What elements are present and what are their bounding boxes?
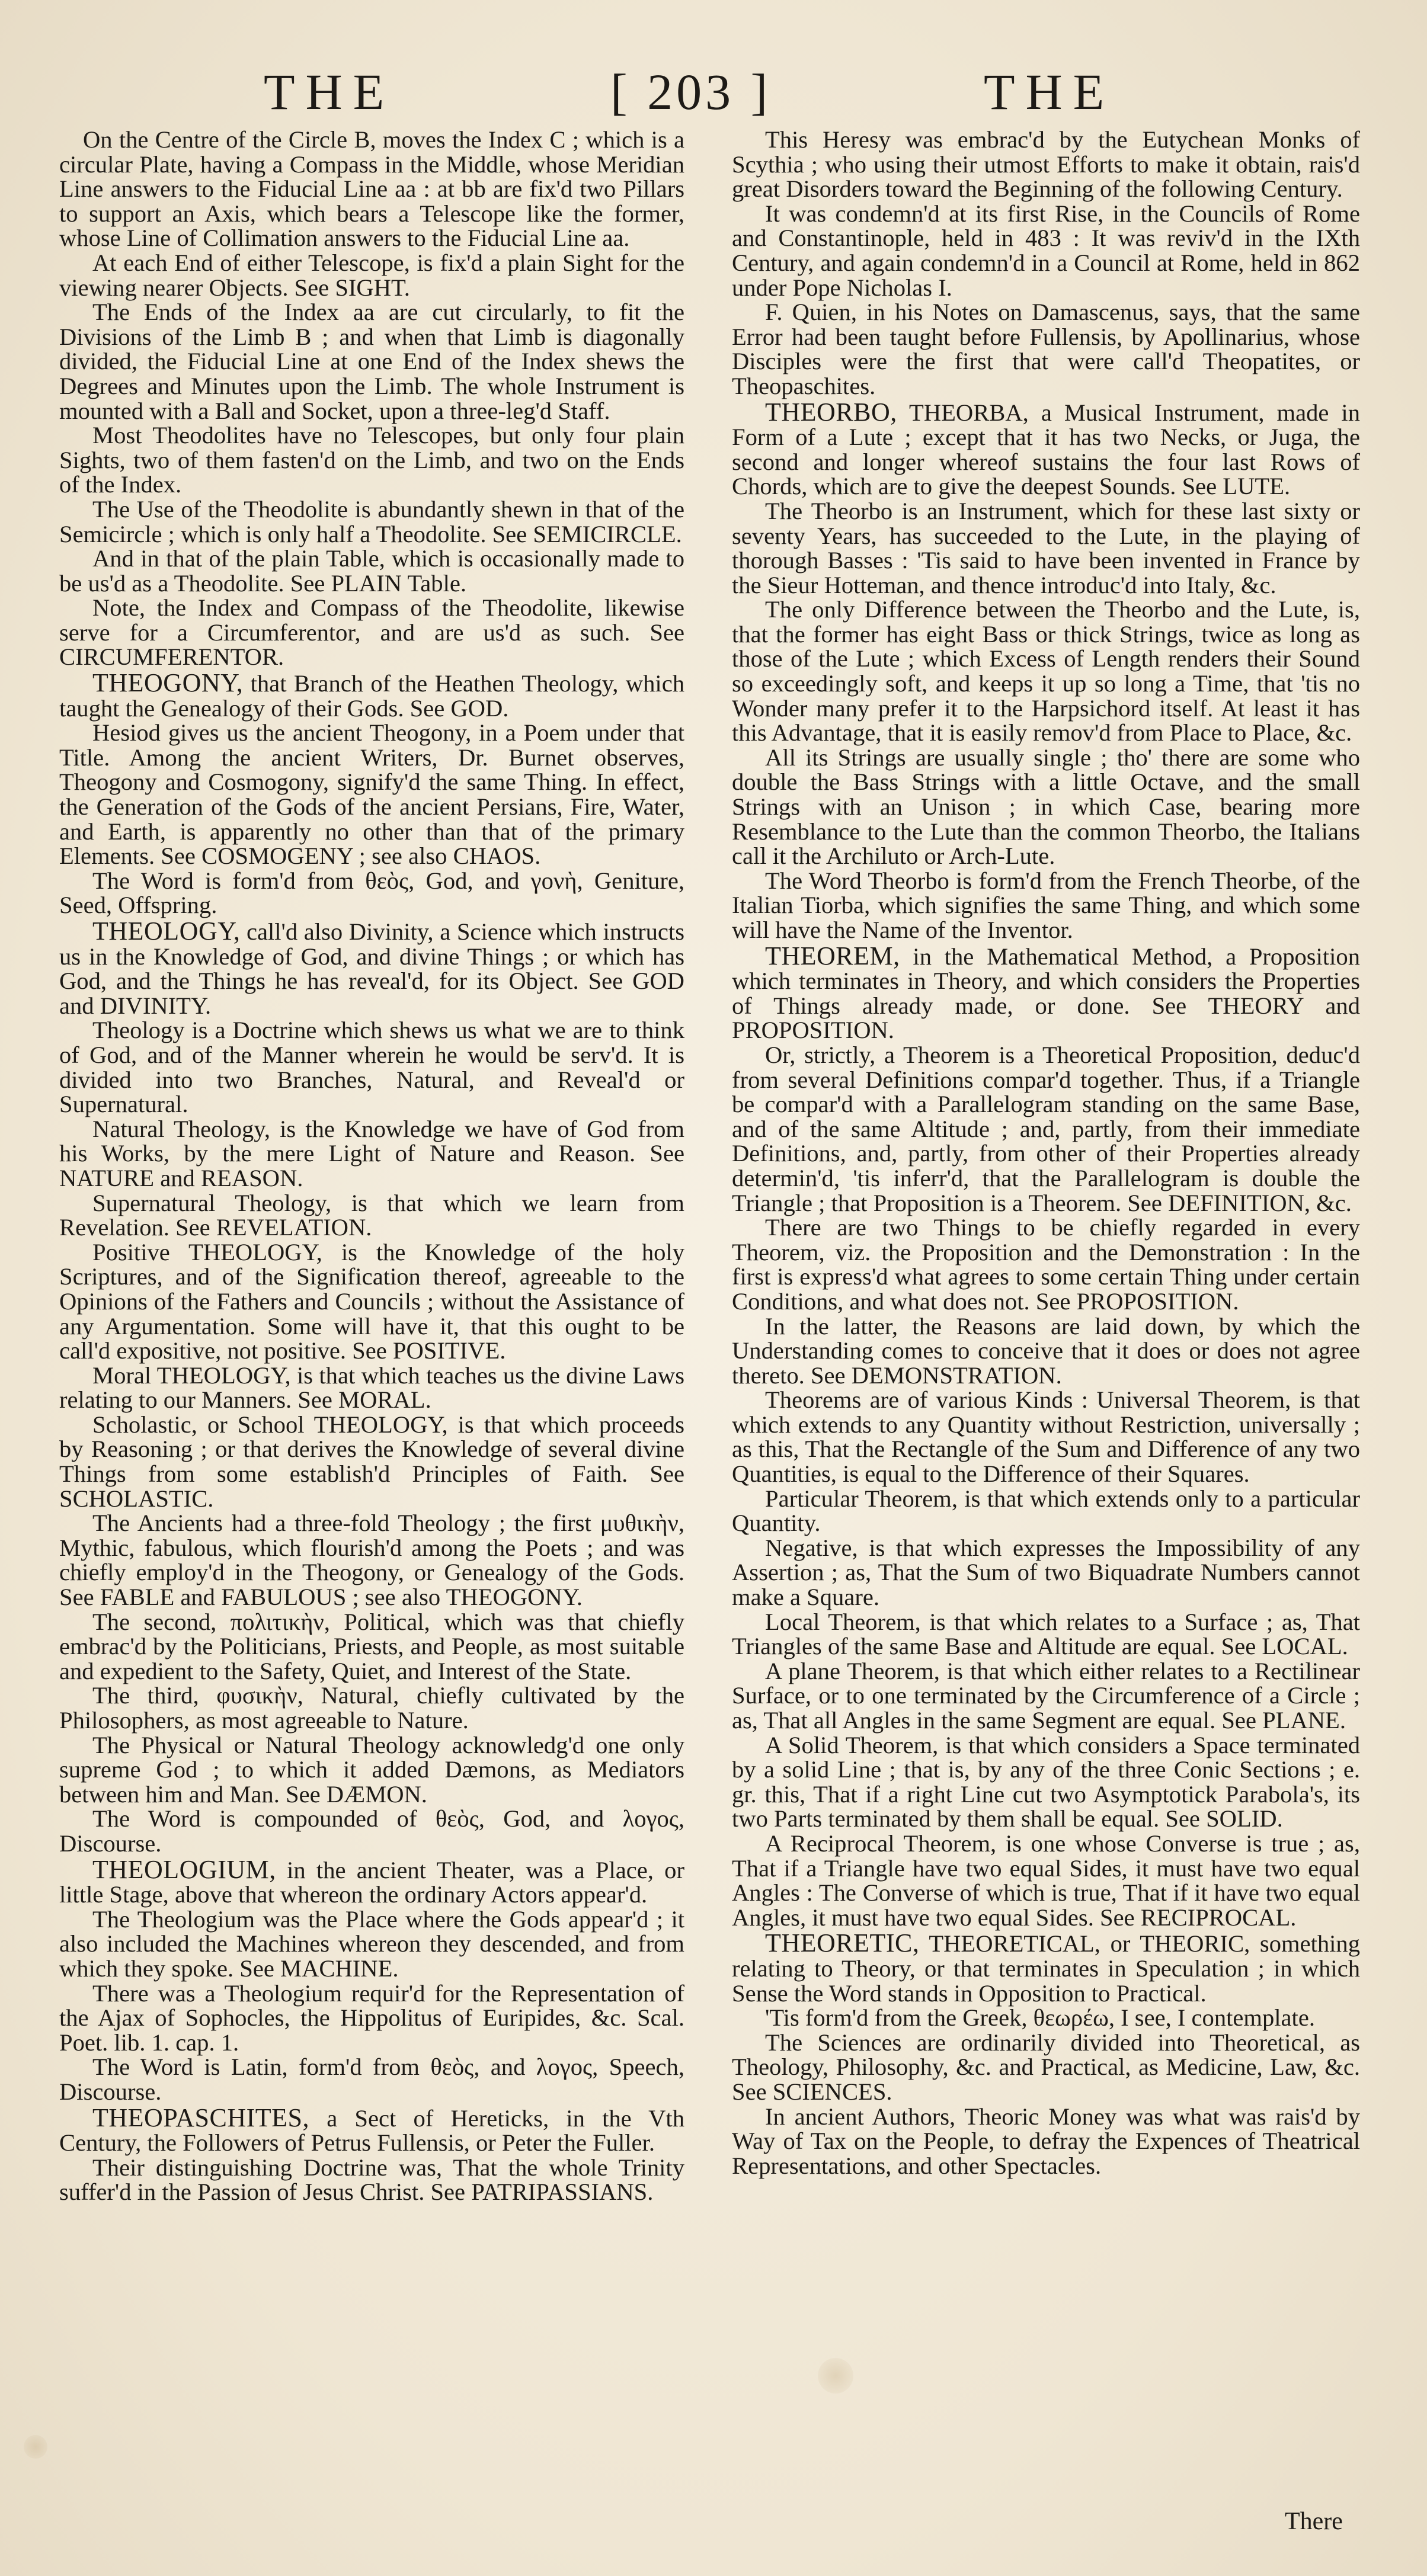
header-right-word: THE	[984, 63, 1115, 120]
paragraph: Hesiod gives us the ancient Theogony, in a Poem under that Title. Among the ancient Writers, Dr. Burnet observes, Theogony and Cosmogony, signify'd the same Thing. In effect, the Generation of the Gods of the ancient Persians, Fire, Water, and Earth, is apparently no other than that of the primary Elements. See COSMOGENY ; see also CHAOS.	[59, 719, 684, 870]
paper-stain	[818, 2358, 853, 2394]
paragraph: Their distinguishing Doctrine was, That the whole Trinity suffer'd in the Passion of Jesus Christ. See PATRIPASSIANS.	[59, 2154, 684, 2206]
paragraph: The Physical or Natural Theology acknowledg'd one only supreme God ; to which it added Dæmons, as Mediators between him and Man. See DÆMON.	[59, 1731, 684, 1808]
dictionary-entry	[59, 1854, 684, 1908]
paragraph: 'Tis form'd from the Greek, θεωρέω, I see, I contemplate.	[765, 2004, 1315, 2032]
paragraph: There are two Things to be chiefly regarded in every Theorem, viz. the Proposition and the Demonstration : In the first is express'd what agrees to some certain Thing under certain Conditions, and what does not. See PROPOSITION.	[732, 1214, 1360, 1315]
paragraph: The Ends of the Index aa are cut circularly, to fit the Divisions of the Limb B ; and when that Limb is diagonally divided, the Fiducial Line at one End of the Index shews the Degrees and Minutes upon the Limb. The whole Instrument is mounted with a Ball and Socket, upon a three-leg'd Staff.	[59, 299, 684, 424]
paragraph: The Theologium was the Place where the Gods appear'd ; it also included the Machines whereon they descended, and from which they spoke. See MACHINE.	[59, 1905, 684, 1982]
entry-headword: THEORBO,	[765, 397, 897, 427]
paragraph: On the Centre of the Circle B, moves the Index C ; which is a circular Plate, having a Compass in the Middle, whose Meridian Line answers to the Fiducial Line aa : at bb are fix'd two Pillars to support an Axis, which bears a Telescope like the former, whose Line of Collimation answers to the Fiducial Line aa.	[59, 126, 684, 252]
paragraph: The third, φυσικὴν, Natural, chiefly cultivated by the Philosophers, as most agreeable to Nature.	[59, 1682, 684, 1734]
left-column	[59, 127, 684, 2205]
entry-text: THEORBA, a Musical Instrument, made in Form of a Lute ; except that it has two Necks, or Juga, the second and longer whereof sustains the four last Rows of Chords, which are to give the deepest Sounds. See LUTE.	[732, 399, 1360, 500]
entry-text: in the ancient Theater, was a Place, or little Stage, above that whereon the ordinary Actors appear'd.	[59, 1856, 684, 1908]
entry-headword: THEOPASCHITES,	[92, 2103, 309, 2132]
dictionary-entry	[59, 668, 684, 722]
paragraph: Local Theorem, is that which relates to a Surface ; as, That Triangles of the same Base and Altitude are equal. See LOCAL.	[732, 1608, 1360, 1660]
paragraph: F. Quien, in his Notes on Damascenus, says, that the same Error had been taught before Fullensis, by Apollinarius, whose Disciples were the first that were call'd Theopatites, or Theopaschites.	[732, 299, 1360, 399]
paragraph: The only Difference between the Theorbo and the Lute, is, that the former has eight Bass or thick Strings, twice as long as those of the Lute ; which Excess of Length renders their Sound so exceedingly soft, and keeps it up so long a Time, that 'tis no Wonder many prefer it to the Harpsichord itself. At least it has this Advantage, that it is easily remov'd from Place to Place, &c.	[732, 596, 1360, 746]
paragraph: Supernatural Theology, is that which we learn from Revelation. See REVELATION.	[59, 1189, 684, 1241]
paragraph: Scholastic, or School THEOLOGY, is that which proceeds by Reasoning ; or that derives the Knowledge of several divine Things from some establish'd Principles of Faith. See SCHOLASTIC.	[59, 1411, 684, 1512]
paragraph: A Reciprocal Theorem, is one whose Converse is true ; as, That if a Triangle have two equal Sides, it must have two equal Angles : The Converse of which is true, That if it have two equal Angles, it must have two equal Sides. See RECIPROCAL.	[732, 1830, 1360, 1931]
paragraph: Negative, is that which expresses the Impossibility of any Assertion ; as, That the Sum of two Biquadrate Numbers cannot make a Square.	[732, 1534, 1360, 1611]
entry-text: a Sect of Hereticks, in the Vth Century, the Followers of Petrus Fullensis, or Peter the Fuller.	[59, 2104, 684, 2157]
paragraph: Positive THEOLOGY, is the Knowledge of the holy Scriptures, and of the Signification thereof, agreeable to the Opinions of the Fathers and Councils ; without the Assistance of any Argumentation. Some will have it, that this ought to be call'd expositive, not positive. See POSITIVE.	[59, 1238, 684, 1364]
entry-headword: THEOLOGY,	[92, 917, 241, 946]
paragraph: The second, πολιτικὴν, Political, which was that chiefly embrac'd by the Politicians, Priests, and People, as most suitable and expedient to the Safety, Quiet, and Interest of the State.	[59, 1608, 684, 1684]
paragraph: A plane Theorem, is that which either relates to a Rectilinear Surface, or to one terminated by the Circumference of a Circle ; as, That all Angles in the same Segment are equal. See PLANE.	[732, 1657, 1360, 1734]
entry-headword: THEOREM,	[765, 941, 900, 970]
dictionary-entry	[732, 941, 1360, 1044]
paragraph: The Word is compounded of θεὸς, God, and λογος, Discourse.	[59, 1805, 684, 1857]
header-left-word: THE	[264, 63, 395, 120]
running-header	[0, 59, 1427, 124]
paragraph: The Use of the Theodolite is abundantly shewn in that of the Semicircle ; which is only half a Theodolite. See SEMICIRCLE.	[59, 495, 684, 547]
paragraph: This Heresy was embrac'd by the Eutychean Monks of Scythia ; who using their utmost Efforts to make it obtain, rais'd great Disorders toward the Beginning of the following Century.	[732, 126, 1360, 203]
paragraph: All its Strings are usually single ; tho' there are some who double the Bass Strings with a little Octave, and the small Strings with an Unison ; in which Case, bearing more Resemblance to the Lute than the common Theorbo, the Italians call it the Archiluto or Arch-Lute.	[732, 744, 1360, 870]
paragraph: Moral THEOLOGY, is that which teaches us the divine Laws relating to our Manners. See MORAL.	[59, 1361, 684, 1414]
paragraph: It was condemn'd at its first Rise, in the Councils of Rome and Constantinople, held in 483 : It was reviv'd in the IXth Century, and again condemn'd in a Council at Rome, held in 862 under Pope Nicholas I.	[732, 200, 1360, 301]
paragraph: The Theorbo is an Instrument, which for these last sixty or seventy Years, has succeeded to the Lute, in the playing of thorough Basses : 'Tis said to have been invented in France by the Sieur Hotteman, and thence introduc'd into Italy, &c.	[732, 497, 1360, 598]
paragraph: The Ancients had a three-fold Theology ; the first μυθικὴν, Mythic, fabulous, which flourish'd among the Poets ; and was chiefly employ'd in the Theogony, or Genealogy of the Gods. See FABLE and FABULOUS ; see also THEOGONY.	[59, 1510, 684, 1611]
entry-text: call'd also Divinity, a Science which instructs us in the Knowledge of God, and divine Things ; or which has God, and the Things he has reveal'd, for its Object. See GOD and DIVINITY.	[59, 918, 684, 1019]
paper-stain	[24, 2435, 47, 2459]
paragraph: Or, strictly, a Theorem is a Theoretical Proposition, deduc'd from several Definitions compar'd together. Thus, if a Triangle be compar'd with a Parallelogram standing on the same Base, and of the same Altitude ; and, partly, from their immediate Definitions, and, partly, from other of their Properties already determin'd, 'tis inferr'd, that the Parallelogram is double the Triangle ; that Proposition is a Theorem. See DEFINITION, &c.	[732, 1041, 1360, 1216]
dictionary-entry	[732, 1928, 1360, 2007]
paragraph: In ancient Authors, Theoric Money was what was rais'd by Way of Tax on the People, to defray the Expences of Theatrical Representations, and other Spectacles.	[732, 2103, 1360, 2179]
paragraph: The Word is Latin, form'd from θεὸς, and λογος, Speech, Discourse.	[59, 2053, 684, 2105]
entry-text: that Branch of the Heathen Theology, which taught the Genealogy of their Gods. See GOD.	[59, 670, 684, 722]
right-column	[732, 127, 1360, 2178]
paragraph: Note, the Index and Compass of the Theodolite, likewise serve for a Circumferentor, and are us'd as such. See CIRCUMFERENTOR.	[59, 594, 684, 671]
paragraph: Theology is a Doctrine which shews us what we are to think of God, and of the Manner wherein he would be serv'd. It is divided into two Branches, Natural, and Reveal'd or Supernatural.	[59, 1017, 684, 1118]
paragraph: The Word is form'd from θεὸς, God, and γονὴ, Geniture, Seed, Offspring.	[59, 867, 684, 919]
dictionary-entry	[59, 919, 684, 1018]
entry-headword: THEOGONY,	[92, 668, 244, 698]
entry-text: in the Mathematical Method, a Proposition which terminates in Theory, and which considers the Properties of Things already made, or done. See THEORY and PROPOSITION.	[732, 943, 1360, 1044]
page-number: [ 203 ]	[610, 63, 772, 120]
paragraph: The Sciences are ordinarily divided into Theoretical, as Theology, Philosophy, &c. and Practical, as Medicine, Law, &c. See SCIENCES.	[732, 2029, 1360, 2105]
paragraph: Particular Theorem, is that which extends only to a particular Quantity.	[732, 1485, 1360, 1537]
dictionary-entry	[732, 397, 1360, 500]
paragraph: Most Theodolites have no Telescopes, but only four plain Sights, two of them fasten'd on the Limb, and two on the Ends of the Index.	[59, 422, 684, 498]
paragraph: There was a Theologium requir'd for the Representation of the Ajax of Sophocles, the Hippolitus of Euripides, &c. Scal. Poet. lib. 1. cap. 1.	[59, 1979, 684, 2056]
paragraph: And in that of the plain Table, which is occasionally made to be us'd as a Theodolite. See PLAIN Table.	[59, 545, 684, 597]
paragraph: A Solid Theorem, is that which considers a Space terminated by a solid Line ; that is, by any of the three Conic Sections ; e. gr. this, That if a right Line cut two Asymptotick Parabola's, its two Parts terminated by them shall be equal. See SOLID.	[732, 1731, 1360, 1832]
paragraph: At each End of either Telescope, is fix'd a plain Sight for the viewing nearer Objects. See SIGHT.	[59, 249, 684, 301]
dictionary-entry	[59, 2103, 684, 2157]
entry-headword: THEORETIC,	[765, 1928, 920, 1958]
catchword: There	[1285, 2508, 1343, 2535]
paragraph: The Word Theorbo is form'd from the French Theorbe, of the Italian Tiorba, which signifies the same Thing, and which some will have the Name of the Inventor.	[732, 867, 1360, 943]
paragraph: Natural Theology, is the Knowledge we have of God from his Works, by the mere Light of Nature and Reason. See NATURE and REASON.	[59, 1115, 684, 1191]
entry-headword: THEOLOGIUM,	[92, 1854, 276, 1884]
paragraph: Theorems are of various Kinds : Universal Theorem, is that which extends to any Quantity without Restriction, universally ; as this, That the Rectangle of the Sum and Difference of any two Quantities, is equal to the Difference of their Squares.	[732, 1386, 1360, 1488]
entry-text: THEORETICAL, or THEORIC, something relating to Theory, or that terminates in Speculation ; in which Sense the Word stands in Opposition to Practical.	[732, 1930, 1360, 2007]
paragraph: In the latter, the Reasons are laid down, by which the Understanding comes to conceive that it does or does not agree thereto. See DEMONSTRATION.	[732, 1312, 1360, 1389]
